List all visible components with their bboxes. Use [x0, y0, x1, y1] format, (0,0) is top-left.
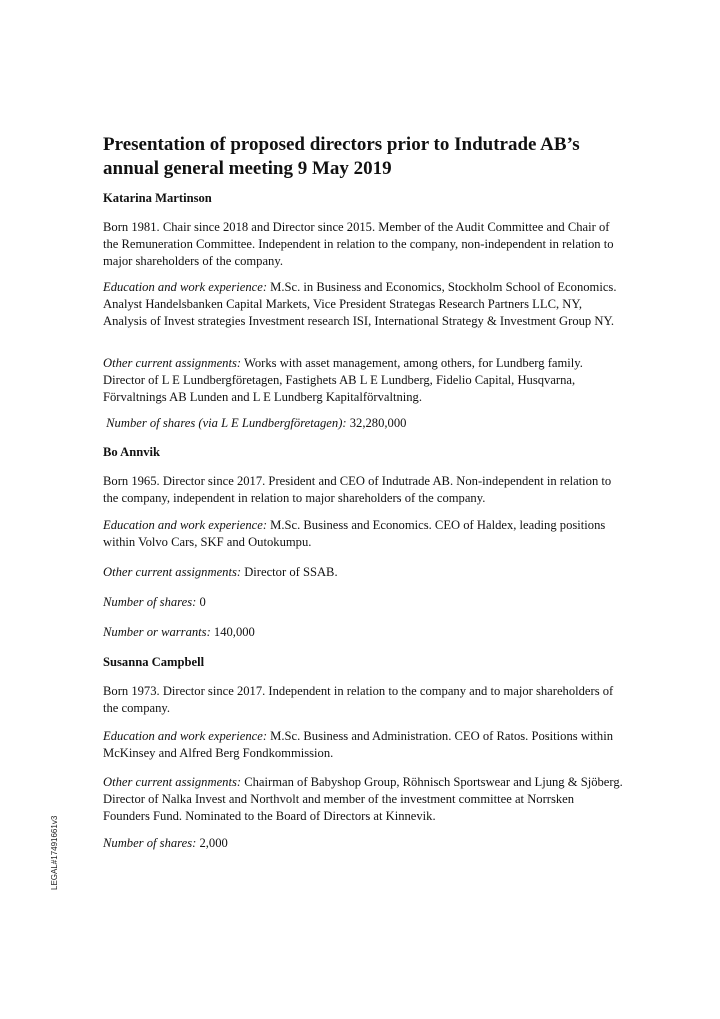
shares-paragraph [103, 835, 623, 852]
director-bio: Born 1965. Director since 2017. President and CEO of Indutrade AB. Non-independent in relation to the company, independent in relation to major shareholders of the company. [103, 474, 612, 505]
assignments-label: Other current assignments: [103, 356, 242, 370]
shares-value: 2,000 [196, 836, 228, 850]
assignments-text: Works with asset management, among others, for Lundberg family. Director of L E Lundbergföretagen, Fastighets AB L E Lundberg, Fidelio Capital, Husqvarna, Förvaltnings AB Lunden and L E Lundberg Kapitalförvaltning. [103, 356, 583, 404]
education-paragraph [103, 279, 623, 330]
education-paragraph [103, 728, 623, 762]
shares-label: Number of shares: [103, 595, 197, 609]
warrants-paragraph [103, 624, 623, 641]
education-paragraph [103, 517, 623, 551]
shares-paragraph [103, 415, 623, 432]
assignments-text: Chairman of Babyshop Group, Röhnisch Sportswear and Ljung & Sjöberg. Director of Nalka Invest and Northvolt and member of the investment committee at Norrsken Founders Fund. Nominated to the Board of Directors at Kinnevik. [103, 775, 623, 823]
education-text: M.Sc. Business and Economics. CEO of Haldex, leading positions within Volvo Cars, SKF and Outokumpu. [103, 518, 606, 549]
education-text: M.Sc. in Business and Economics, Stockholm School of Economics. Analyst Handelsbanken Capital Markets, Vice President Strategas Research Partners LLC, NY, Analysis of Invest strategies Investment research ISI, International Strategy & Investment Group NY. [103, 280, 617, 328]
assignments-paragraph [103, 564, 623, 581]
education-label: Education and work experience: [103, 729, 268, 743]
education-label: Education and work experience: [103, 280, 268, 294]
shares-paragraph [103, 594, 623, 611]
assignments-paragraph [103, 355, 623, 406]
education-text: M.Sc. Business and Administration. CEO of Ratos. Positions within McKinsey and Alfred Berg Fondkommission. [103, 729, 614, 760]
assignments-label: Other current assignments: [103, 565, 242, 579]
warrants-value: 140,000 [210, 625, 255, 639]
assignments-paragraph [103, 774, 623, 825]
shares-label: Number of shares: [103, 836, 197, 850]
shares-label: Number of shares (via L E Lundbergföretagen): [103, 416, 347, 430]
page-title: Presentation of proposed directors prior to Indutrade AB’s annual general meeting 9 May 2019 [103, 134, 580, 179]
document-reference-code: LEGAL#17491661v3 [50, 815, 59, 890]
director-bio: Born 1981. Chair since 2018 and Director since 2015. Member of the Audit Committee and Chair of the Remuneration Committee. Independent in relation to the company, non-independent in relation to major shareholders of the company. [103, 220, 614, 268]
director-name: Bo Annvik [103, 445, 161, 459]
director-name: Katarina Martinson [103, 191, 212, 205]
education-label: Education and work experience: [103, 518, 268, 532]
shares-value: 32,280,000 [346, 416, 407, 430]
director-name: Susanna Campbell [103, 655, 205, 669]
assignments-label: Other current assignments: [103, 775, 242, 789]
assignments-text: Director of SSAB. [241, 565, 338, 579]
director-bio: Born 1973. Director since 2017. Independent in relation to the company and to major shareholders of the company. [103, 684, 614, 715]
shares-value: 0 [196, 595, 206, 609]
warrants-label: Number or warrants: [103, 625, 211, 639]
